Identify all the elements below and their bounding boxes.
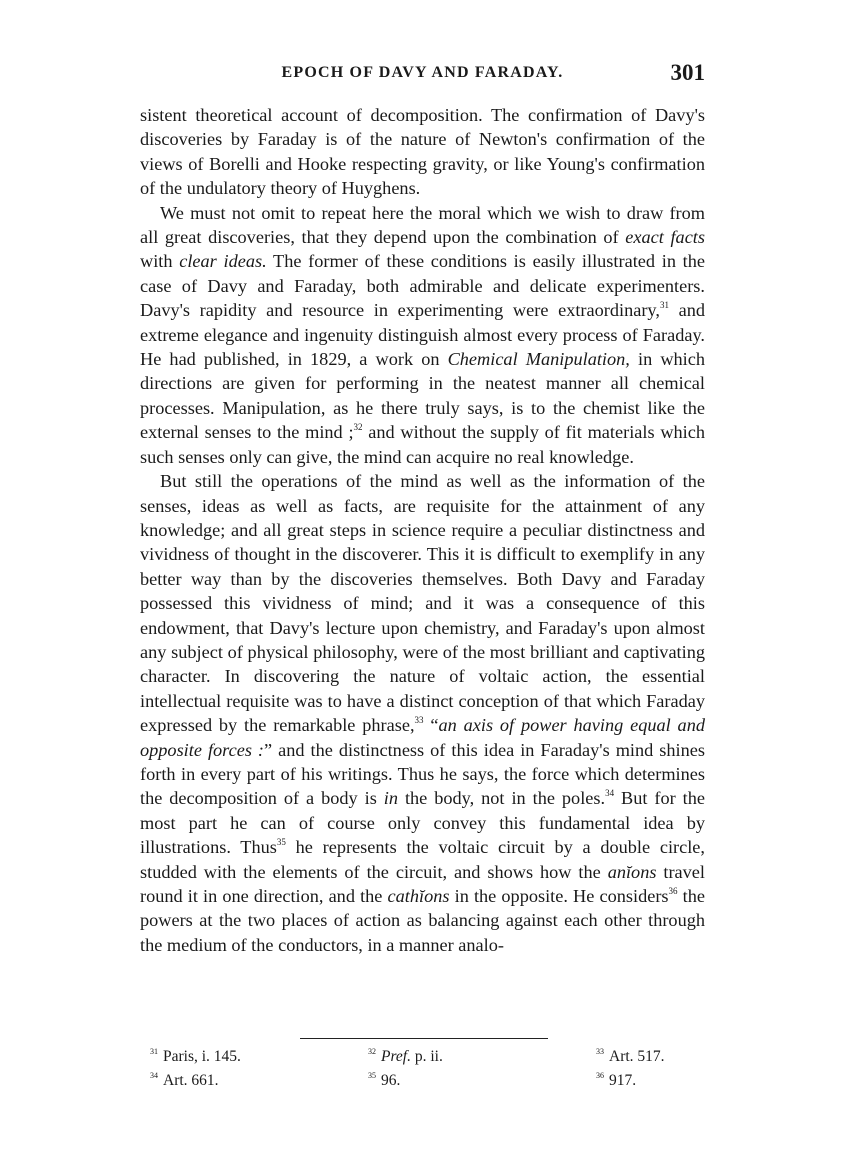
paragraph-text: in the opposite. He considers — [449, 886, 669, 906]
page-number: 301 — [670, 60, 705, 85]
paragraph-text: “ — [423, 715, 439, 736]
paragraph-text: But still the operations of the mind as well as the information of the senses, ideas as well as facts, are requisite for the attainment of any knowledge; and all great steps in science require a peculiar distinctness and vividness of thought in the discoverer. This it is difficult to exemplify in any better way than by the discoveries themselves. Both Davy and Faraday possessed this vividness of mind; and it was a consequence of this endowment, that Davy's lecture upon chemistry, and Faraday's upon almost any subject of physical philosophy, were of the most brilliant and captivating character. In discovering the nature of voltaic action, the essential intellectual requisite was to have a distinct conception of that which Faraday expressed by the remarkable phrase, — [140, 471, 705, 736]
footnote-ref: 33 — [414, 715, 424, 726]
paragraph-text: in which directions are given for performing in the neatest manner all chemical processes. Manipulation, as he there truly says, is to the chemist like the external senses to the mind ; — [140, 349, 705, 443]
book-title: Chemical Manipulation, — [447, 349, 630, 370]
footnote-35 — [368, 1072, 400, 1090]
footnote-text: p. ii. — [411, 1048, 443, 1065]
footnote-ref: 32 — [353, 422, 363, 433]
footnotes — [150, 1046, 705, 1094]
italic-word: anĭons — [607, 861, 657, 882]
footnote-36 — [596, 1072, 636, 1090]
footnote-33 — [596, 1048, 665, 1066]
footnote-ref: 31 — [659, 300, 669, 311]
footnote-34 — [150, 1072, 219, 1090]
paragraph-text: travel round it in one direction, and the — [140, 861, 705, 906]
paragraph-2 — [140, 201, 705, 469]
paragraph-text: But for the most part he can of course only convey this fundamental idea by illustrations. Thus — [140, 788, 705, 858]
footnote-number: 34 — [150, 1070, 158, 1080]
paragraph-text: ” and the distinctness of this idea in Faraday's mind shines forth in every part of his writings. Thus he says, the force which determines the decomposition of a body is — [140, 739, 705, 809]
footnote-ref: 35 — [276, 837, 286, 848]
footnote-text: Paris, i. 145. — [163, 1048, 241, 1065]
footnote-text: Art. 661. — [163, 1072, 219, 1089]
footnote-text: 917. — [609, 1072, 637, 1089]
footnote-32 — [368, 1048, 443, 1066]
footnote-number: 36 — [596, 1070, 604, 1080]
italic-phrase: clear ideas. — [179, 251, 267, 272]
paragraph-text: We must not omit to repeat here the moral which we wish to draw from all great discoveries, that they depend upon the combination of — [140, 202, 705, 248]
footnote-number: 32 — [368, 1046, 376, 1056]
footnote-number: 35 — [368, 1070, 376, 1080]
footnote-31 — [150, 1048, 241, 1066]
italic-quote: an axis of power having equal and opposite forces : — [140, 715, 705, 760]
body-text — [140, 103, 705, 957]
paragraph-text: The former of these conditions is easily illustrated in the case of Davy and Faraday, both admirable and delicate experimenters. Davy's rapidity and resource in experimenting were extraordinary, — [140, 251, 705, 321]
paragraph-1 — [140, 103, 705, 201]
italic-phrase: exact facts — [625, 227, 705, 248]
paragraph-text: he represents the voltaic circuit by a double circle, studded with the elements of the circuit, and shows how the — [140, 837, 705, 882]
running-head: EPOCH OF DAVY AND FARADAY. — [281, 64, 564, 81]
footnote-ref: 36 — [668, 885, 678, 896]
footnote-text: 96. — [381, 1072, 401, 1089]
footnote-italic: Pref. — [381, 1048, 411, 1065]
footnote-number: 33 — [596, 1046, 604, 1056]
paragraph-text: sistent theoretical account of decomposition. The confirmation of Davy's discoveries by Faraday is of the nature of Newton's confirmation of the views of Borelli and Hooke respecting gravity, or like Young's confirmation of the undulatory theory of Huyghens. — [140, 105, 705, 199]
footnote-ref: 34 — [605, 788, 615, 799]
page-header — [140, 62, 705, 92]
footnote-number: 31 — [150, 1046, 158, 1056]
paragraph-text: and without the supply of fit materials which such senses only can give, the mind can acquire no real knowledge. — [140, 422, 705, 467]
paragraph-text: the body, not in the poles. — [398, 788, 606, 809]
paragraph-text: with — [140, 251, 180, 272]
paragraph-text: the powers at the two places of action as balancing against each other through the medium of the conductors, in a manner analo- — [140, 886, 706, 955]
italic-word: cathĭons — [387, 886, 450, 906]
footnote-rule — [300, 1038, 548, 1039]
footnote-text: Art. 517. — [609, 1048, 665, 1065]
italic-word: in — [383, 788, 399, 809]
paragraph-3 — [140, 469, 705, 957]
paragraph-text: and extreme elegance and ingenuity distinguish almost every process of Faraday. He had published, in 1829, a work on — [140, 300, 705, 370]
